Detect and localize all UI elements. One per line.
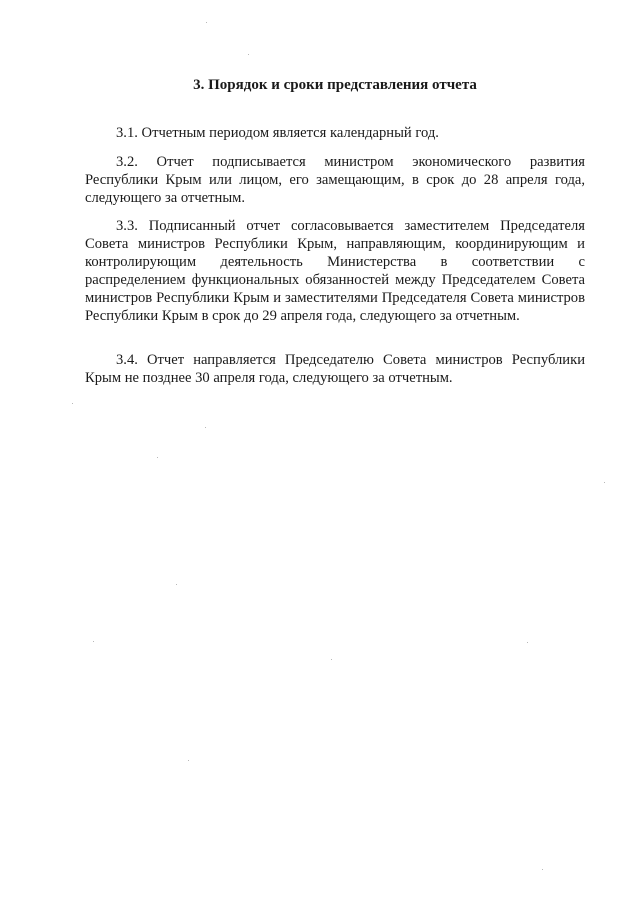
scan-speck: [542, 869, 543, 870]
scan-speck: [176, 584, 177, 585]
scan-speck: [248, 54, 249, 55]
scan-speck: [527, 642, 528, 643]
paragraph-3-2: 3.2. Отчет подписывается министром экономического развития Республики Крым или лицом, его замещающим, в срок до 28 апреля года, следующего за отчетным.: [85, 154, 585, 206]
paragraph-3-3: 3.3. Подписанный отчет согласовывается заместителем Председателя Совета министров Республики Крым, направляющим, координирующим и контролирующим деятельность Министерства в соответствии с распределением функциональных обязанностей между Председателем Совета министров Республики Крым и заместителями Председателя Совета министров Республики Крым в срок до 29 апреля года, следующего за отчетным.: [85, 218, 585, 324]
scan-speck: [157, 457, 158, 458]
paragraph-3-1: 3.1. Отчетным периодом является календарный год.: [116, 125, 439, 141]
scan-speck: [188, 760, 189, 761]
paragraph-3-4: 3.4. Отчет направляется Председателю Совета министров Республики Крым не позднее 30 апреля года, следующего за отчетным.: [85, 352, 585, 386]
scan-speck: [205, 427, 206, 428]
section-heading: 3. Порядок и сроки представления отчета: [193, 77, 477, 93]
scan-speck: [72, 403, 73, 404]
scan-speck: [206, 22, 207, 23]
scan-speck: [604, 482, 605, 483]
scan-speck: [331, 659, 332, 660]
scan-speck: [93, 641, 94, 642]
